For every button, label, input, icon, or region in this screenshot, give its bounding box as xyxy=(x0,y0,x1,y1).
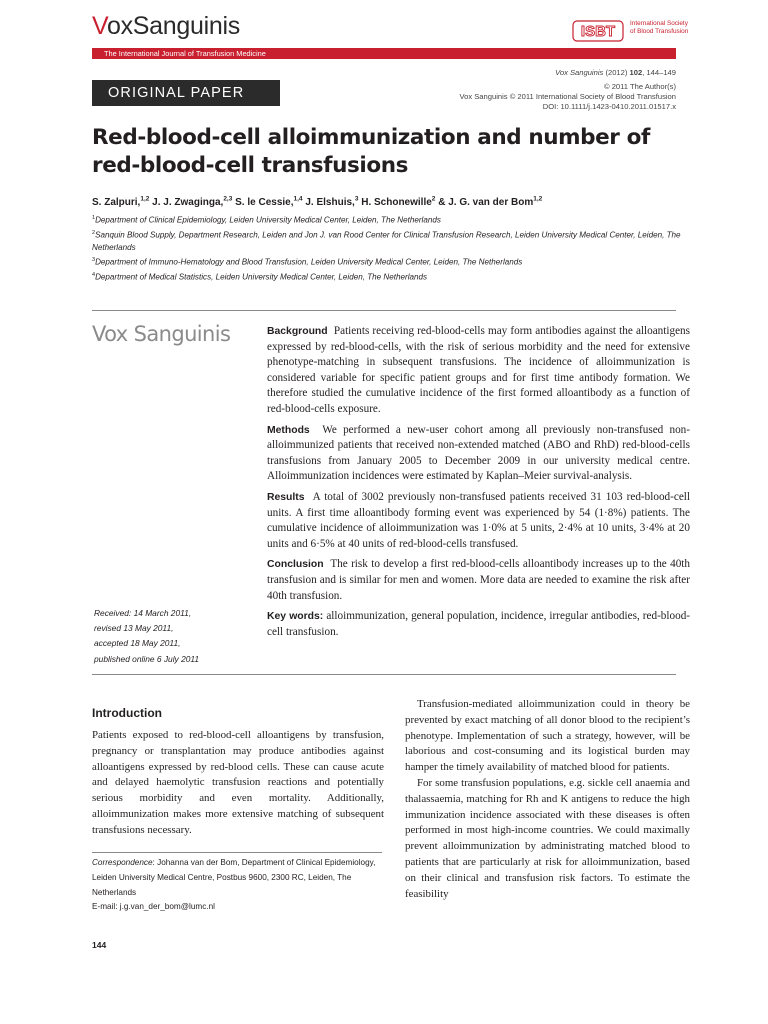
body-column-right xyxy=(405,697,690,902)
article-title: Red-blood-cell alloimmunization and number of red-blood-cell transfusions xyxy=(92,125,650,178)
abstract xyxy=(267,324,690,645)
introduction-heading: Introduction xyxy=(92,706,162,720)
author: J. G. van der Bom$^{1,2}$ xyxy=(448,196,543,209)
affiliation: $^3$Department of Immuno-Hematology and Blood Transfusion, Leiden University Medical Center, Leiden, The Netherlands xyxy=(92,256,523,267)
citation-block: Vox Sanguinis (2012) 102, 144–149 © 2011 The Author(s) Vox Sanguinis © 2011 International Society of Blood Transfusion DOI: 10.1111/j.1423-0410.2011.01517.x xyxy=(376,68,676,112)
body-paragraph: Patients exposed to red-blood-cell alloantigens by transfusion, pregnancy or transplantation may produce antibodies against alloantigens expressed by red-blood cells. These can cause acute and delayed haemolytic transfusion reactions and potentially serious morbidity and even mortality. Additionally, alloimmunization makes more extensive matching of subsequent transfusions necessary. xyxy=(92,729,384,836)
body-paragraph: For some transfusion populations, e.g. sickle cell anaemia and thalassaemia, matching for Rh and K antigens to reduce the high immunization incidence associated with these diseases is often performed in most high-income countries. We could maximally prevent alloimmunization by administrating matched blood to patients that are particularly at risk for alloimmunization, based on their clinical and transfusion risk factors. To estimate the feasibility xyxy=(405,776,690,900)
author: H. Schonewille$^2$ & xyxy=(361,196,449,209)
correspondence-note: Correspondence: Johanna van der Bom, Department of Clinical Epidemiology, Leiden University Medical Centre, Postbus 9600, 2300 RC, Leiden, The Netherlands E-mail: j.g.van_der_bom@lumc.nl xyxy=(92,856,384,915)
article-history: Received: 14 March 2011, revised 13 May 2011, accepted 18 May 2011, published online 6 July 2011 xyxy=(94,608,200,664)
abstract-methods: Methods We performed a new-user cohort among all previously non-transfused non-alloimmunized patients that received non-extended matched (ABO and RhD) red-blood-cells transfusions from January 2005 to December 2009 in our university medical centre. Alloimmunization incidences were estimated by Kaplan–Meier survival-analysis. xyxy=(267,423,690,483)
isbt-logo-icon xyxy=(572,18,624,44)
author: S. le Cessie,$^{1,4}$ xyxy=(235,196,303,209)
article-type-badge: ORIGINAL PAPER xyxy=(92,80,280,106)
abstract-conclusion: Conclusion The risk to develop a first red-blood-cells alloantibody increases up to the 40th transfusion and is similar for men and women. More data are needed to examine the risk after 40th transfusion. xyxy=(267,558,691,602)
abstract-background: Background Patients receiving red-blood-cells may form antibodies against the alloantigens expressed by red-blood-cells, with the risk of serious morbidity and the need for extensive phenotype-matching in subsequent transfusions. The incidence of alloimmunization is considered variable for specific patient groups and for first time antibody formation. We therefore studied the cumulative incidence of the first formed alloantibody as a function of red-blood-cells exposure. xyxy=(267,325,690,415)
journal-tagline: The International Journal of Transfusion Medicine xyxy=(104,49,266,58)
affiliation: $^2$Sanquin Blood Supply, Department Research, Leiden and Jon J. van Rood Center for Clinical Transfusion Research, Leiden University Medical Center, Leiden, The Netherlands xyxy=(92,229,681,252)
section-divider xyxy=(92,674,676,675)
journal-logo: VoxSanguinis xyxy=(92,12,240,40)
author: S. Zalpuri,$^{1,2}$ xyxy=(92,196,150,209)
society-name: International Society of Blood Transfusion xyxy=(630,20,689,35)
affiliation: $^4$Department of Medical Statistics, Leiden University Medical Center, Leiden, The Netherlands xyxy=(92,271,428,282)
sidebar-journal-name: Vox Sanguinis xyxy=(92,322,231,346)
doi: DOI: 10.1111/j.1423-0410.2011.01517.x xyxy=(542,102,676,111)
body-paragraph: Transfusion-mediated alloimmunization could in theory be prevented by exact matching of all donor blood to the recipient’s phenotype. Implementation of such a strategy, however, will be laborious and cost-consuming and its logistical burden may hamper the timely availability of matched blood for patients. xyxy=(405,698,690,774)
affiliation: $^1$Department of Clinical Epidemiology, Leiden University Medical Center, Leiden, The Netherlands xyxy=(92,215,441,225)
author-list xyxy=(92,196,542,208)
author: J. Elshuis,$^3$ xyxy=(305,196,359,209)
author: J. J. Zwaginga,$^{2,3}$ xyxy=(152,196,233,209)
footnote-divider xyxy=(92,852,382,853)
svg-text:ISBT: ISBT xyxy=(580,23,616,40)
page-number: 144 xyxy=(92,940,107,950)
abstract-keywords: Key words: alloimmunization, general population, incidence, irregular antibodies, red-blood-cell transfusion. xyxy=(267,610,691,638)
body-column-left xyxy=(92,728,384,839)
correspondence-email[interactable]: E-mail: j.g.van_der_bom@lumc.nl xyxy=(92,902,215,912)
section-divider xyxy=(92,310,676,311)
affiliation-list xyxy=(92,212,692,284)
abstract-results: Results A total of 3002 previously non-transfused patients received 31 103 red-blood-cell units. A first time alloantibody forming event was experienced by 54 (1·8%) patients. The cumulative incidence of alloimmunization was 1·0% at 5 units, 2·4% at 10 units, 3·4% at 20 units and 6·5% at 40 units of red-blood-cells transfused. xyxy=(267,490,691,550)
